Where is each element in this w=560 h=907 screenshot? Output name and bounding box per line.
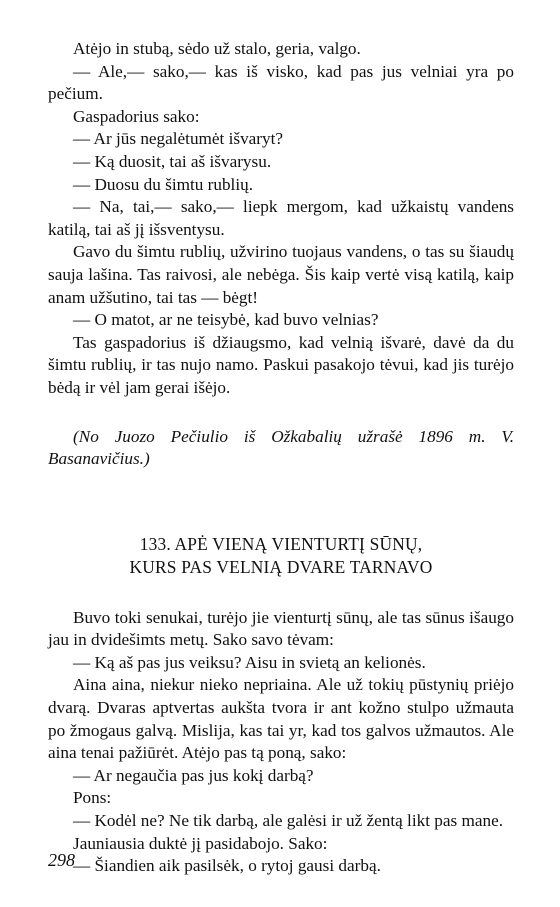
heading-line: KURS PAS VELNIĄ DVARE TARNAVO: [129, 556, 433, 577]
story-end-section: [48, 38, 514, 400]
paragraph: — Na, tai,— sako,— liepk mergom, kad užkaistų vandens katilą, tai aš jį išsventysu.: [48, 197, 514, 239]
heading-line: 133. APĖ VIENĄ VIENTURTĮ SŪNŲ,: [139, 533, 423, 554]
paragraph: Jauniausia duktė jį pasidabojo. Sako:: [73, 833, 328, 853]
next-story-section: [48, 607, 514, 878]
paragraph: — Ar negaučia pas jus kokį darbą?: [73, 765, 314, 785]
paragraph: Gaspadorius sako:: [73, 106, 200, 126]
paragraph: Tas gaspadorius iš džiaugsmo, kad velnią išvarė, davė da du šimtu rublių, ir tas nujo namo. Paskui pasakojo tėvui, kad jis turėjo bėdą ir vėl jam gerai išėjo.: [48, 332, 514, 397]
source-note: (No Juozo Pečiulio iš Ožkabalių užrašė 1896 m. V. Basanavičius.): [48, 426, 514, 469]
paragraph: — Duosu du šimtu rublių.: [73, 174, 253, 194]
paragraph: — Ką duosit, tai aš išvarysu.: [73, 151, 272, 171]
paragraph: — Ale,— sako,— kas iš visko, kad pas jus velniai yra po pečium.: [48, 61, 514, 104]
paragraph: Pons:: [73, 788, 112, 808]
story-heading: [48, 533, 514, 579]
paragraph: — Ką aš pas jus veiksu? Aisu in svietą an kelionės.: [73, 652, 426, 672]
paragraph: — Ar jūs negalėtumėt išvaryt?: [73, 129, 284, 149]
paragraph: — O matot, ar ne teisybė, kad buvo velnias?: [73, 310, 379, 330]
paragraph: Atėjo in stubą, sėdo už stalo, geria, valgo.: [73, 39, 361, 58]
paragraph: — Šiandien aik pasilsėk, o rytoj gausi darbą.: [73, 856, 381, 876]
paragraph: — Kodėl ne? Ne tik darbą, ale galėsi ir už žentą likt pas mane.: [73, 811, 503, 831]
paragraph: Aina aina, niekur nieko nepriaina. Ale už tokių pūstynių priėjo dvarą. Dvaras aptvertas aukšta tvora ir ant kožno stulpo užmauta po žmogaus galvą. Mislija, kas tai yr, kad tos galvos užmautos. Ale aina tenai pažiūrėt. Atėjo pas tą poną, sako:: [48, 675, 514, 763]
paragraph: Gavo du šimtu rublių, užvirino tuojaus vandens, o tas su šiaudų sauja lašina. Tas raivosi, ale nebėga. Šis kaip vertė visą katilą, kaip anam užšutino, tai tas — bėgt!: [48, 242, 514, 307]
page-number: 298: [48, 850, 75, 870]
paragraph: Buvo toki senukai, turėjo jie vienturtį sūnų, ale tas sūnus išaugo jau in dvidešimts metų. Sako savo tėvam:: [48, 607, 514, 650]
